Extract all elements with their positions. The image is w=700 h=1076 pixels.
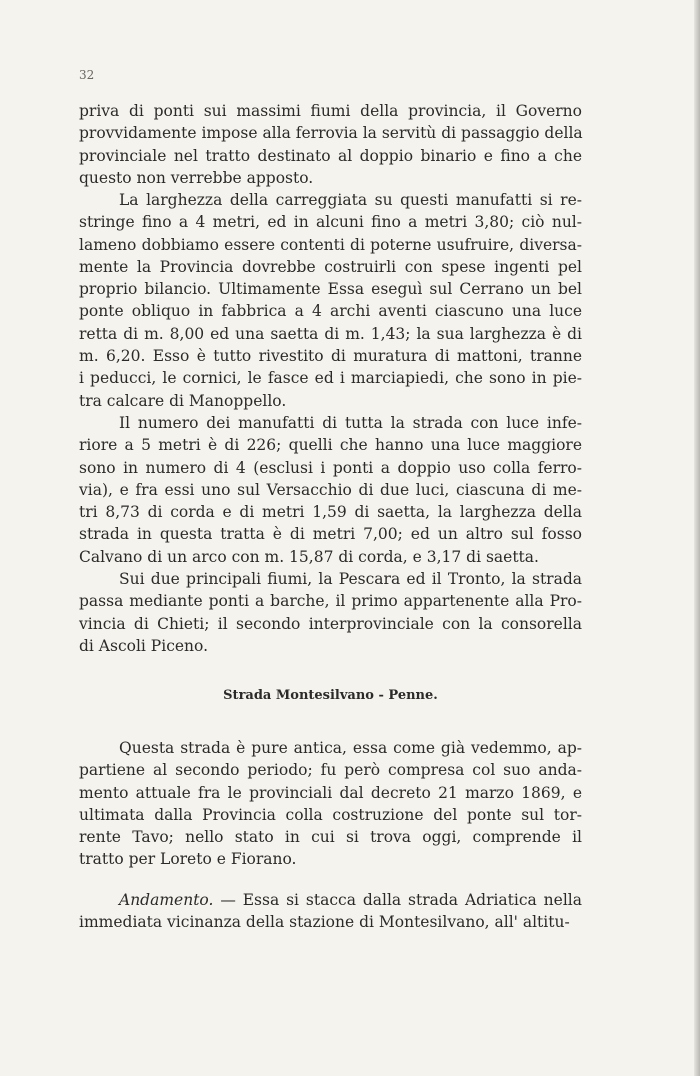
paragraph-continuation [79, 100, 582, 189]
page-number: 32 [79, 68, 95, 82]
text-line: di Ascoli Piceno. [79, 636, 209, 655]
andamento-label: Andamento. [119, 891, 214, 909]
text-line: sono in numero di 4 (esclusi i ponti a doppio uso colla ferro- [79, 458, 582, 477]
text-line: tratto per Loreto e Fiorano. [79, 850, 297, 869]
text-line: passa mediante ponti a barche, il primo appartenente alla Pro- [79, 592, 582, 611]
text-line [79, 889, 582, 911]
paragraph-manufatti [79, 412, 582, 568]
text-line: partiene al secondo periodo; fu però compresa col suo anda- [79, 761, 582, 780]
text-line: Questa strada è pure antica, essa come già vedemmo, ap- [119, 739, 582, 757]
text-line: Calvano di un arco con m. 15,87 di corda, e 3,17 di saetta. [79, 547, 539, 566]
text-line: provvidamente impose alla ferrovia la servitù di passaggio della [79, 124, 583, 143]
paragraph-carreggiata [79, 189, 582, 412]
text-line: Il numero dei manufatti di tutta la strada con luce infe- [119, 414, 582, 432]
paragraph-strada-antica [79, 737, 582, 871]
text-line: priva di ponti sui massimi fiumi della provincia, il Governo [79, 102, 582, 120]
paragraph-fiumi [79, 568, 582, 657]
text-line: tri 8,73 di corda e di metri 1,59 di saetta, la larghezza della [79, 503, 582, 522]
text-line: retta di m. 8,00 ed una saetta di m. 1,43; la sua larghezza è di [79, 324, 582, 343]
text-line: La larghezza della carreggiata su questi manufatti si re- [119, 191, 582, 209]
text-line: provinciale nel tratto destinato al doppio binario e fino a che [79, 146, 582, 165]
text-line: immediata vicinanza della stazione di Montesilvano, all' altitu- [79, 913, 570, 932]
andamento-text: — Essa si stacca dalla strada Adriatica nella [213, 891, 582, 909]
section-heading: Strada Montesilvano - Penne. [223, 688, 438, 703]
text-line: mento attuale fra le provinciali dal decreto 21 marzo 1869, e [79, 783, 582, 802]
text-line: m. 6,20. Esso è tutto rivestito di muratura di mattoni, tranne [79, 347, 582, 366]
text-line: stringe fino a 4 metri, ed in alcuni fino a metri 3,80; ciò nul- [79, 213, 582, 232]
page-edge-shadow [694, 0, 700, 1076]
text-line: questo non verrebbe apposto. [79, 168, 314, 187]
text-line: lameno dobbiamo essere contenti di poterne usufruire, diversa- [79, 235, 582, 254]
text-line: proprio bilancio. Ultimamente Essa eseguì sul Cerrano un bel [79, 280, 582, 299]
text-line: tra calcare di Manoppello. [79, 391, 287, 410]
text-line: ultimata dalla Provincia colla costruzione del ponte sul tor- [79, 805, 582, 824]
text-line: rente Tavo; nello stato in cui si trova oggi, comprende il [79, 828, 582, 847]
text-line: Sui due principali fiumi, la Pescara ed il Tronto, la strada [119, 570, 582, 588]
paragraph-andamento [79, 889, 582, 934]
text-line: vincia di Chieti; il secondo interprovinciale con la consorella [79, 614, 582, 633]
text-line: ponte obliquo in fabbrica a 4 archi aventi ciascuno una luce [79, 302, 582, 321]
text-line: i peducci, le cornici, le fasce ed i marciapiedi, che sono in pie- [79, 369, 582, 388]
text-line: mente la Provincia dovrebbe costruirli con spese ingenti pel [79, 257, 582, 276]
text-line: riore a 5 metri è di 226; quelli che hanno una luce maggiore [79, 436, 582, 455]
text-line: strada in questa tratta è di metri 7,00; ed un altro sul fosso [79, 525, 582, 544]
text-line: via), e fra essi uno sul Versacchio di due luci, ciascuna di me- [79, 480, 582, 499]
